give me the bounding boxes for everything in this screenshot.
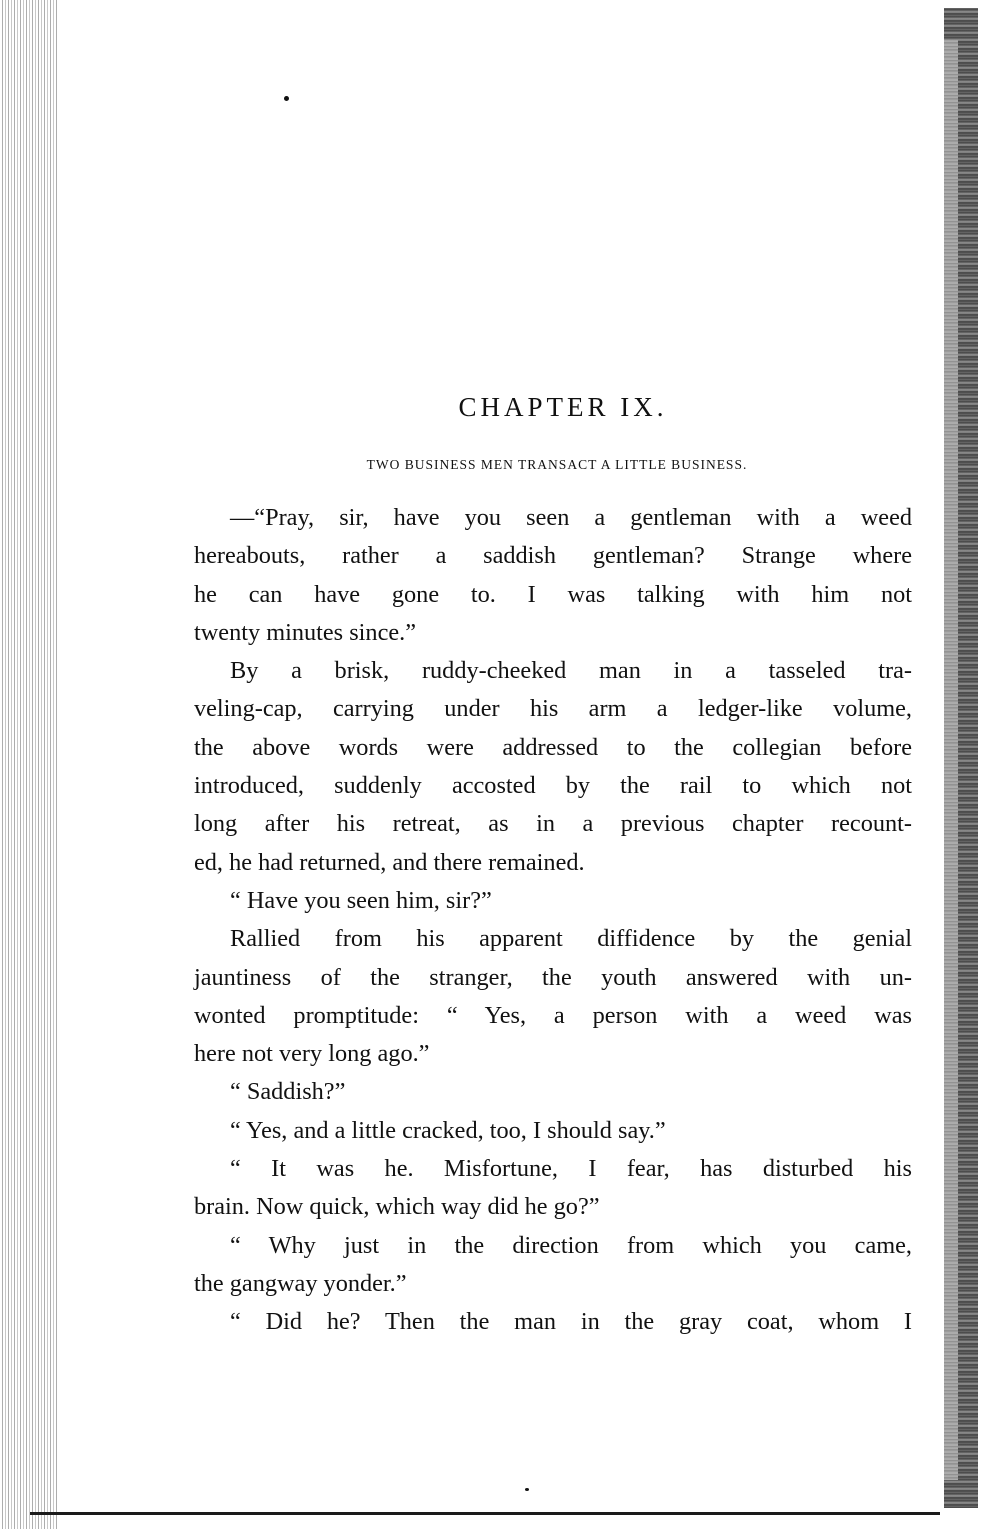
- page-edge-texture: [944, 40, 958, 1480]
- text-line: ed, he had returned, and there remained.: [194, 848, 585, 876]
- chapter-title: CHAPTER IX.: [458, 392, 668, 422]
- text-line: hereabouts, rather a saddish gentleman? Strange where: [194, 542, 912, 570]
- ink-speck: [284, 96, 289, 101]
- ink-speck: [525, 1488, 529, 1491]
- bottom-rule: [30, 1512, 940, 1515]
- text-line: —“Pray, sir, have you seen a gentleman with a weed: [230, 504, 912, 531]
- text-line: jauntiness of the stranger, the youth answered with un-: [194, 963, 912, 991]
- text-line: the above words were addressed to the collegian before: [194, 733, 912, 761]
- text-line: he can have gone to. I was talking with him not: [194, 580, 912, 608]
- paragraph: [194, 1150, 912, 1227]
- text-line: long after his retreat, as in a previous chapter recount-: [194, 810, 912, 838]
- paragraph: [194, 499, 912, 652]
- text-line: the gangway yonder.”: [194, 1269, 407, 1297]
- paragraph: [194, 1073, 912, 1111]
- text-line: “ It was he. Misfortune, I fear, has disturbed his: [230, 1155, 912, 1183]
- paragraph: [194, 882, 912, 920]
- text-line: brain. Now quick, which way did he go?”: [194, 1193, 600, 1221]
- text-line: “ Why just in the direction from which you came,: [230, 1231, 912, 1259]
- paragraph: [194, 1227, 912, 1304]
- text-line: Rallied from his apparent diffidence by the genial: [230, 925, 912, 953]
- text-line: “ Have you seen him, sir?”: [230, 886, 492, 914]
- text-line: introduced, suddenly accosted by the rail to which not: [194, 772, 912, 800]
- text-line: “ Did he? Then the man in the gray coat, whom I: [230, 1308, 912, 1336]
- paragraph: [194, 1303, 912, 1341]
- text-line: veling-cap, carrying under his arm a ledger-like volume,: [194, 695, 912, 723]
- text-line: wonted promptitude: “ Yes, a person with a weed was: [194, 1001, 912, 1029]
- chapter-subtitle: TWO BUSINESS MEN TRANSACT A LITTLE BUSINESS.: [366, 457, 748, 472]
- text-line: here not very long ago.”: [194, 1040, 430, 1068]
- text-line: “ Yes, and a little cracked, too, I should say.”: [230, 1116, 666, 1144]
- text-line: “ Saddish?”: [230, 1078, 346, 1106]
- paragraph: [194, 1112, 912, 1150]
- page-gutter-shadow: [0, 0, 58, 1529]
- text-line: twenty minutes since.”: [194, 618, 416, 646]
- paragraph: [194, 652, 912, 882]
- text-line: By a brisk, ruddy-cheeked man in a tasseled tra-: [230, 657, 912, 685]
- paragraph: [194, 920, 912, 1073]
- page-body: [194, 392, 912, 1342]
